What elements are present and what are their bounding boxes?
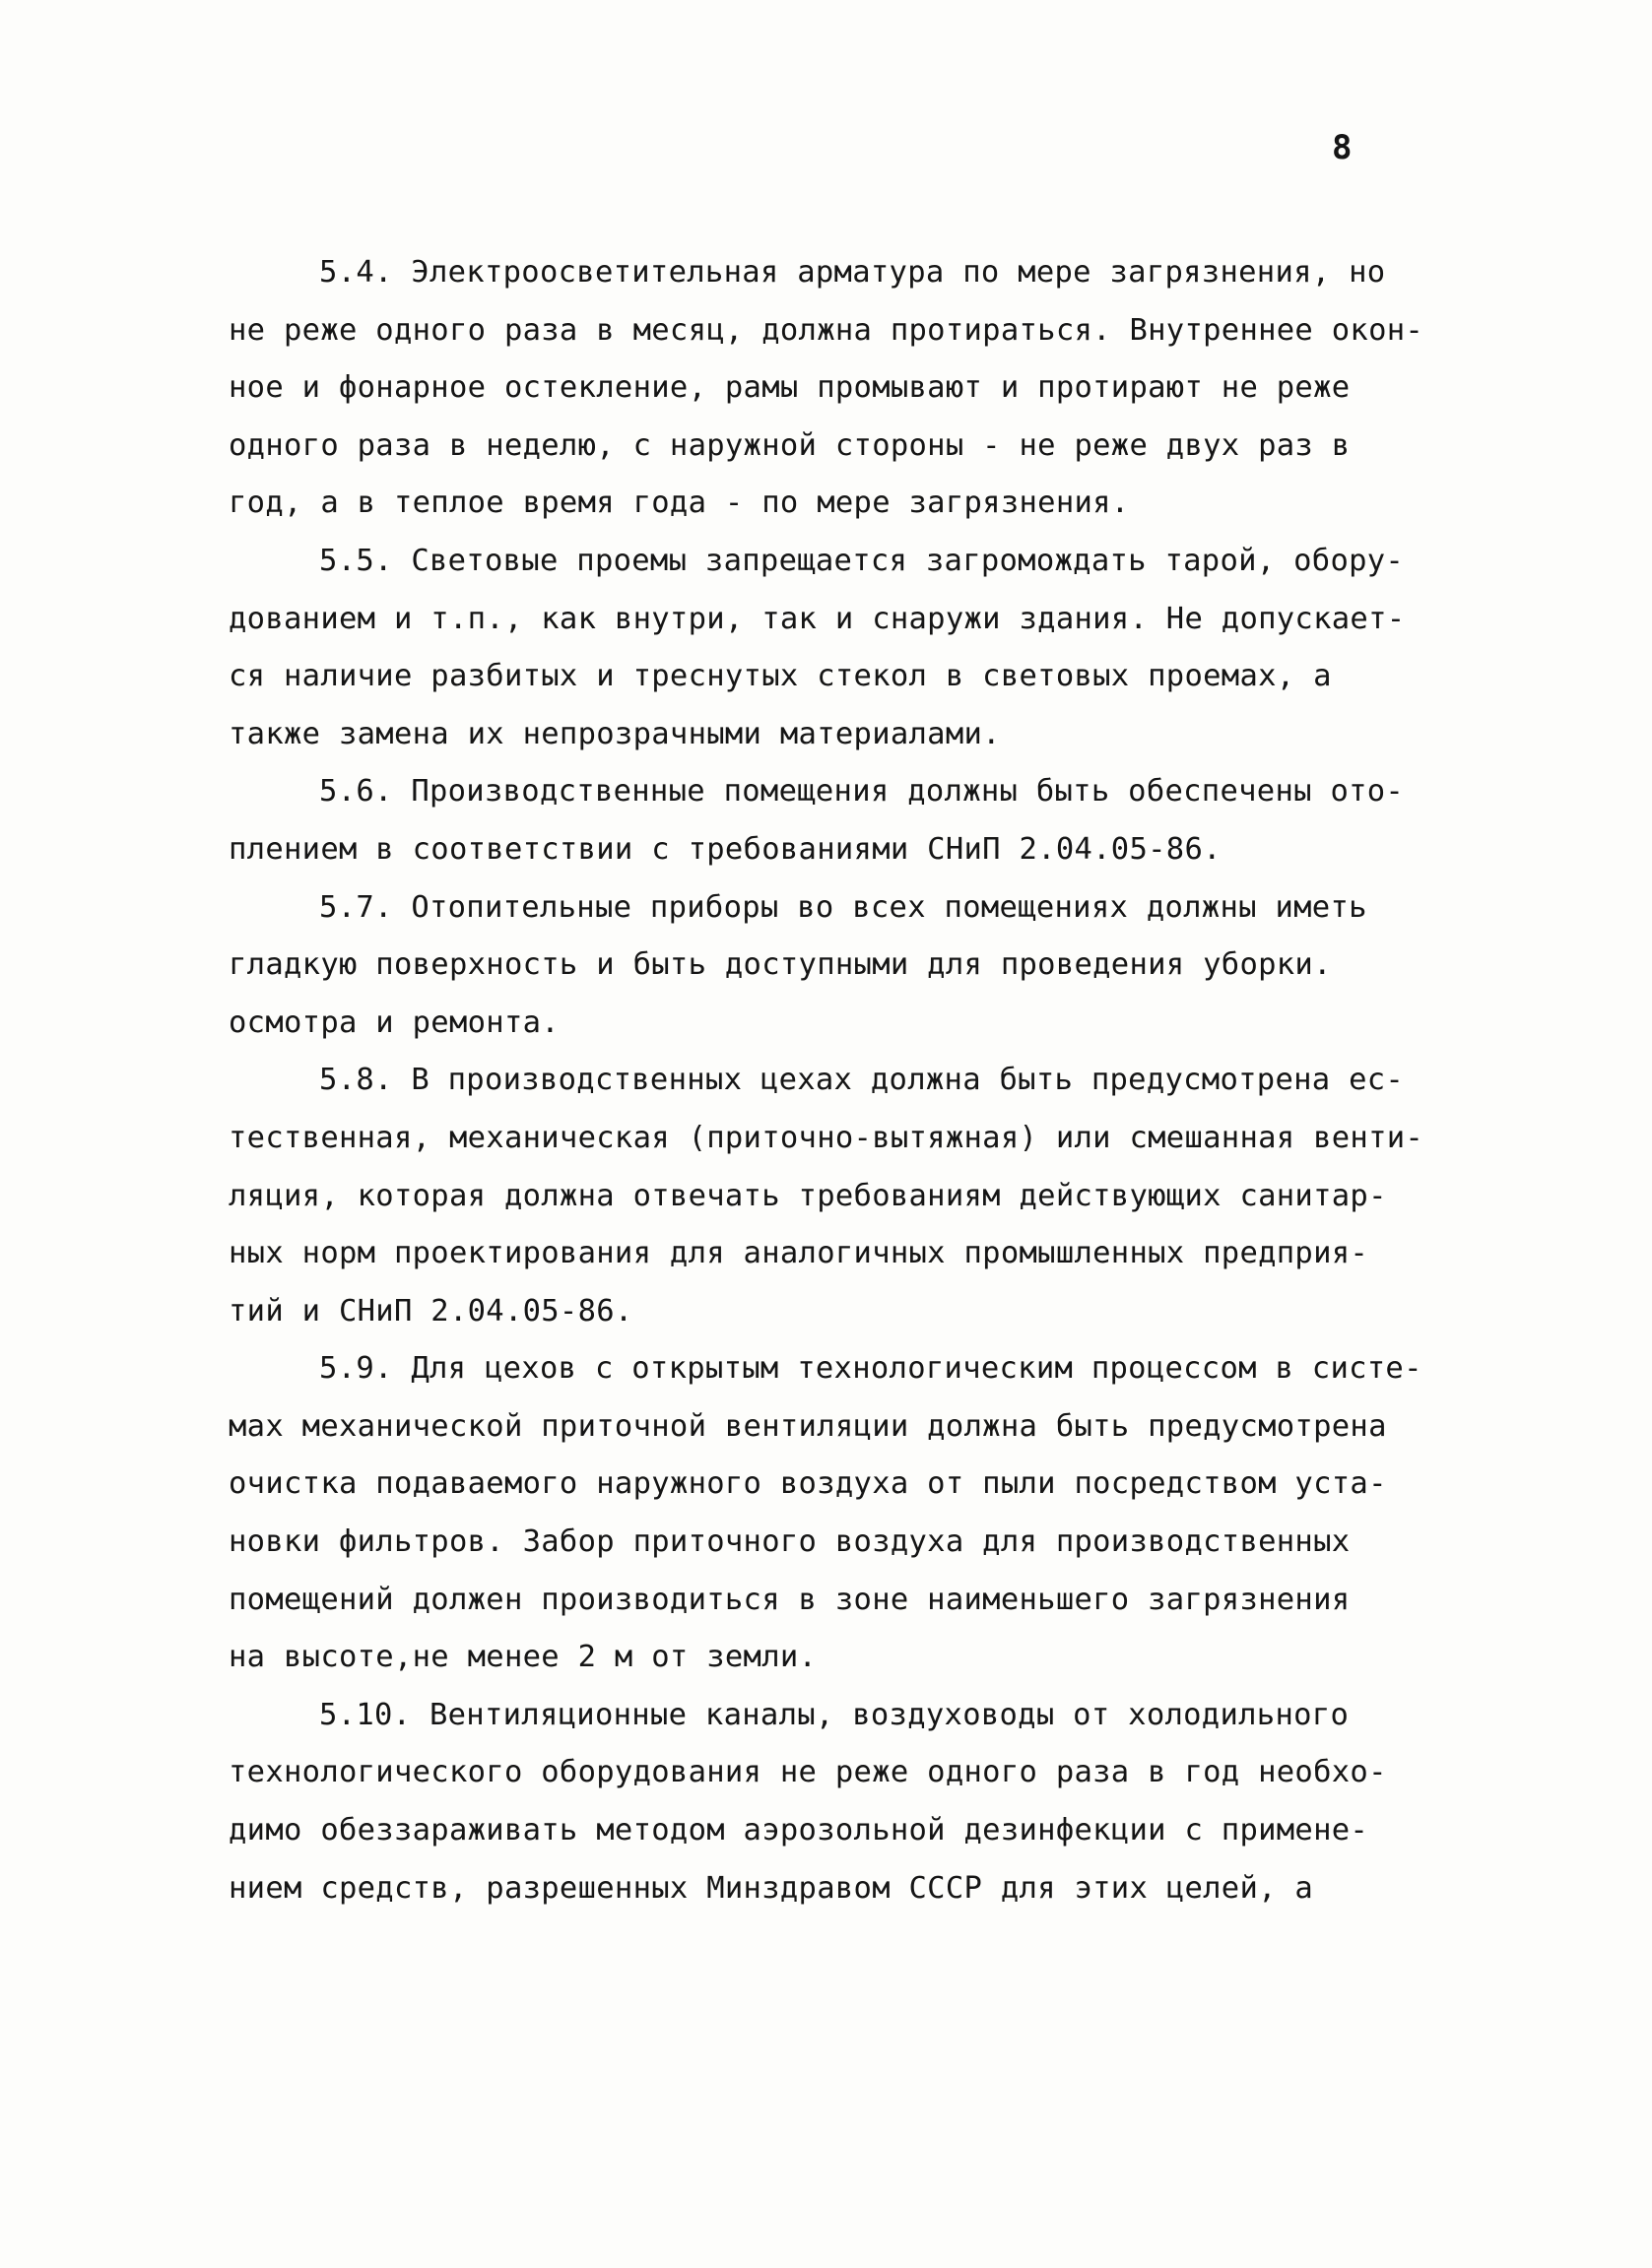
text-line: ное и фонарное остекление, рамы промывают и протирают не реже — [229, 370, 1351, 406]
text-line: ных норм проектирования для аналогичных промышленных предприя- — [229, 1236, 1369, 1271]
text-line: нием средств, разрешенных Минздравом СССР для этих целей, а — [229, 1870, 1314, 1906]
paragraph-5-9 — [229, 1340, 1509, 1687]
text-line: технологического оборудования не реже одного раза в год необхо- — [229, 1755, 1387, 1790]
text-line: 5.4. Электроосветительная арматура по мере загрязнения, но — [319, 255, 1386, 290]
text-line: одного раза в неделю, с наружной стороны - не реже двух раз в — [229, 427, 1351, 463]
document-body — [229, 244, 1509, 1917]
text-line: очистка подаваемого наружного воздуха от пыли посредством уста- — [229, 1466, 1387, 1502]
paragraph-5-4 — [229, 244, 1509, 533]
text-line: 5.6. Производственные помещения должны быть обеспечены ото- — [319, 774, 1405, 810]
text-line: плением в соответствии с требованиями СНиП 2.04.05-86. — [229, 831, 1222, 867]
text-line: 5.5. Световые проемы запрещается загромождать тарой, обору- — [319, 543, 1405, 578]
text-line: тий и СНиП 2.04.05-86. — [229, 1293, 633, 1328]
paragraph-5-6 — [229, 763, 1509, 878]
text-line: димо обеззараживать методом аэрозольной дезинфекции с примене- — [229, 1813, 1369, 1848]
text-line: помещений должен производиться в зоне наименьшего загрязнения — [229, 1582, 1351, 1617]
paragraph-5-7 — [229, 879, 1509, 1053]
text-line: 5.9. Для цехов с открытым технологическим процессом в систе- — [319, 1351, 1422, 1387]
text-line: не реже одного раза в месяц, должна протираться. Внутреннее окон- — [229, 312, 1424, 348]
page-number: 8 — [1332, 128, 1353, 167]
paragraph-5-10 — [229, 1687, 1509, 1917]
text-line: 5.8. В производственных цехах должна быть предусмотрена ес- — [319, 1063, 1405, 1098]
text-line: мах механической приточной вентиляции должна быть предусмотрена — [229, 1408, 1387, 1444]
text-line: ляция, которая должна отвечать требованиям действующих санитар- — [229, 1178, 1387, 1213]
text-line: тественная, механическая (приточно-вытяжная) или смешанная венти- — [229, 1120, 1424, 1155]
text-line: дованием и т.п., как внутри, так и снаружи здания. Не допускает- — [229, 601, 1406, 636]
text-line: ся наличие разбитых и треснутых стекол в световых проемах, а — [229, 659, 1332, 694]
text-line: гладкую поверхность и быть доступными для проведения уборки. — [229, 947, 1332, 983]
text-line: 5.7. Отопительные приборы во всех помещениях должны иметь — [319, 889, 1367, 925]
paragraph-5-8 — [229, 1052, 1509, 1340]
paragraph-5-5 — [229, 533, 1509, 763]
text-line: новки фильтров. Забор приточного воздуха для производственных — [229, 1524, 1351, 1560]
text-line: осмотра и ремонта. — [229, 1004, 560, 1040]
text-line: на высоте,не менее 2 м от земли. — [229, 1640, 818, 1675]
text-line: также замена их непрозрачными материалами. — [229, 716, 1001, 751]
text-line: год, а в теплое время года - по мере загрязнения. — [229, 486, 1130, 521]
text-line: 5.10. Вентиляционные каналы, воздуховоды от холодильного — [319, 1697, 1350, 1732]
